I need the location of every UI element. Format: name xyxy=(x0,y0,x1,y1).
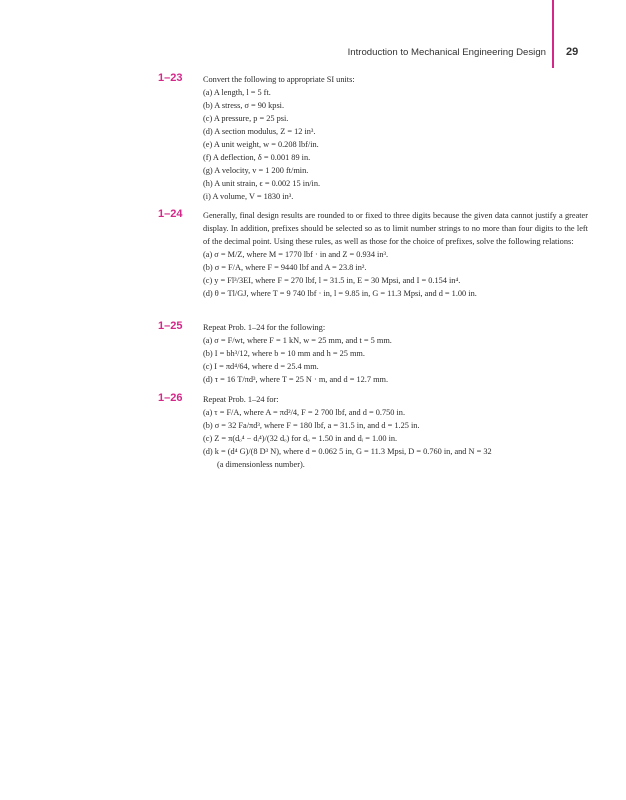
problem-intro: Convert the following to appropriate SI units: xyxy=(203,75,355,84)
problem-item-b: (b) σ = 32 Fa/πd³, where F = 180 lbf, a = 31.5 in, and d = 1.25 in. xyxy=(203,421,420,430)
problem-item-c: (c) Z = π(dₒ⁴ − dᵢ⁴)/(32 dₒ) for dₒ = 1.50 in and dᵢ = 1.00 in. xyxy=(203,434,398,443)
problem-item-a: (a) σ = F/wt, where F = 1 kN, w = 25 mm, and t = 5 mm. xyxy=(203,336,392,345)
problem-number: 1–25 xyxy=(158,320,183,332)
problem-intro: Repeat Prob. 1–24 for: xyxy=(203,395,279,404)
problem-item-a: (a) τ = F/A, where A = πd²/4, F = 2 700 lbf, and d = 0.750 in. xyxy=(203,408,406,417)
problem-body xyxy=(203,73,588,203)
problem-number: 1–24 xyxy=(158,208,183,220)
problem-intro: Generally, final design results are rounded to or fixed to three digits because the given data cannot justify a greater display. In addition, prefixes should be selected so as to limit number strings to no more than four digits to the left of the decimal point. Using these rules, as well as those for the choice of prefixes, solve the following relations: xyxy=(203,211,588,246)
problem-item-i: (i) A volume, V = 1830 in³. xyxy=(203,192,294,201)
problem-item-c: (c) I = πd⁴/64, where d = 25.4 mm. xyxy=(203,362,319,371)
problem-item-d: (d) A section modulus, Z = 12 in³. xyxy=(203,127,316,136)
problem-body xyxy=(203,393,588,471)
problem-item-g: (g) A velocity, v = 1 200 ft/min. xyxy=(203,166,309,175)
running-header xyxy=(0,46,626,62)
problem-item-a: (a) A length, l = 5 ft. xyxy=(203,88,271,97)
page-number: 29 xyxy=(566,46,579,58)
problem-item-h: (h) A unit strain, ϵ = 0.002 15 in/in. xyxy=(203,179,321,188)
problem-item-d: (d) θ = Tl/GJ, where T = 9 740 lbf · in, l = 9.85 in, G = 11.3 Mpsi, and d = 1.00 in. xyxy=(203,289,477,298)
problem-item-d: (d) τ = 16 T/πd³, where T = 25 N · m, and d = 12.7 mm. xyxy=(203,375,389,384)
problem-number: 1–26 xyxy=(158,392,183,404)
problem-item-e: (e) A unit weight, w = 0.208 lbf/in. xyxy=(203,140,319,149)
problem-item-c: (c) y = Fl³/3EI, where F = 270 lbf, l = 31.5 in, E = 30 Mpsi, and I = 0.154 in⁴. xyxy=(203,276,461,285)
problem-body xyxy=(203,209,588,300)
problem-item-a: (a) σ = M/Z, where M = 1770 lbf · in and Z = 0.934 in³. xyxy=(203,250,389,259)
problem-body xyxy=(203,321,588,386)
problem-item-b: (b) A stress, σ = 90 kpsi. xyxy=(203,101,285,110)
header-title: Introduction to Mechanical Engineering Design xyxy=(347,47,546,58)
problem-intro: Repeat Prob. 1–24 for the following: xyxy=(203,323,326,332)
problem-number: 1–23 xyxy=(158,72,183,84)
problem-item-d: (d) k = (d⁴ G)/(8 D³ N), where d = 0.062 5 in, G = 11.3 Mpsi, D = 0.760 in, and N = 32 xyxy=(203,447,492,456)
problem-item-f: (f) A deflection, δ = 0.001 89 in. xyxy=(203,153,311,162)
problem-item-b: (b) σ = F/A, where F = 9440 lbf and A = 23.8 in². xyxy=(203,263,367,272)
problem-item-c: (c) A pressure, p = 25 psi. xyxy=(203,114,289,123)
problem-item-b: (b) I = bh³/12, where b = 10 mm and h = 25 mm. xyxy=(203,349,365,358)
problem-item-d-continued: (a dimensionless number). xyxy=(217,460,305,469)
